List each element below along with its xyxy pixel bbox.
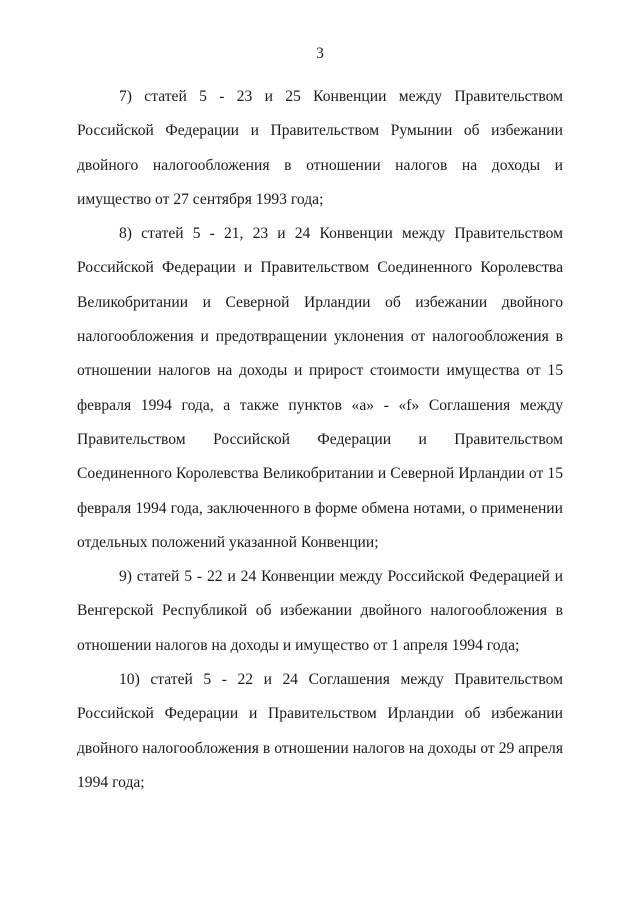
- paragraph-item-7: 7) статей 5 - 23 и 25 Конвенции между Правительством Российской Федерации и Правительством Румынии об избежании двойного налогообложения в отношении налогов на доходы и имущество от 27 сентября 1993 года;: [77, 88, 563, 208]
- paragraph-item-10: 10) статей 5 - 22 и 24 Соглашения между Правительством Российской Федерации и Правительством Ирландии об избежании двойного налогообложения в отношении налогов на доходы от 29 апреля 1994 года;: [77, 671, 563, 791]
- page-number: 3: [316, 45, 324, 62]
- document-body: [77, 80, 563, 800]
- paragraph-item-9: 9) статей 5 - 22 и 24 Конвенции между Российской Федерацией и Венгерской Республикой об избежании двойного налогообложения в отношении налогов на доходы и имущество от 1 апреля 1994 года;: [77, 568, 563, 654]
- paragraph-item-8: 8) статей 5 - 21, 23 и 24 Конвенции между Правительством Российской Федерации и Правительством Соединенного Королевства Великобритании и Северной Ирландии об избежании двойного налогообложения и предотвращении уклонения от налогообложения в отношении налогов на доходы и прирост стоимости имущества от 15 февраля 1994 года, а также пунктов «а» - «f» Соглашения между Правительством Российской Федерации и Правительством Соединенного Королевства Великобритании и Северной Ирландии от 15 февраля 1994 года, заключенного в форме обмена нотами, о применении отдельных положений указанной Конвенции;: [77, 225, 563, 551]
